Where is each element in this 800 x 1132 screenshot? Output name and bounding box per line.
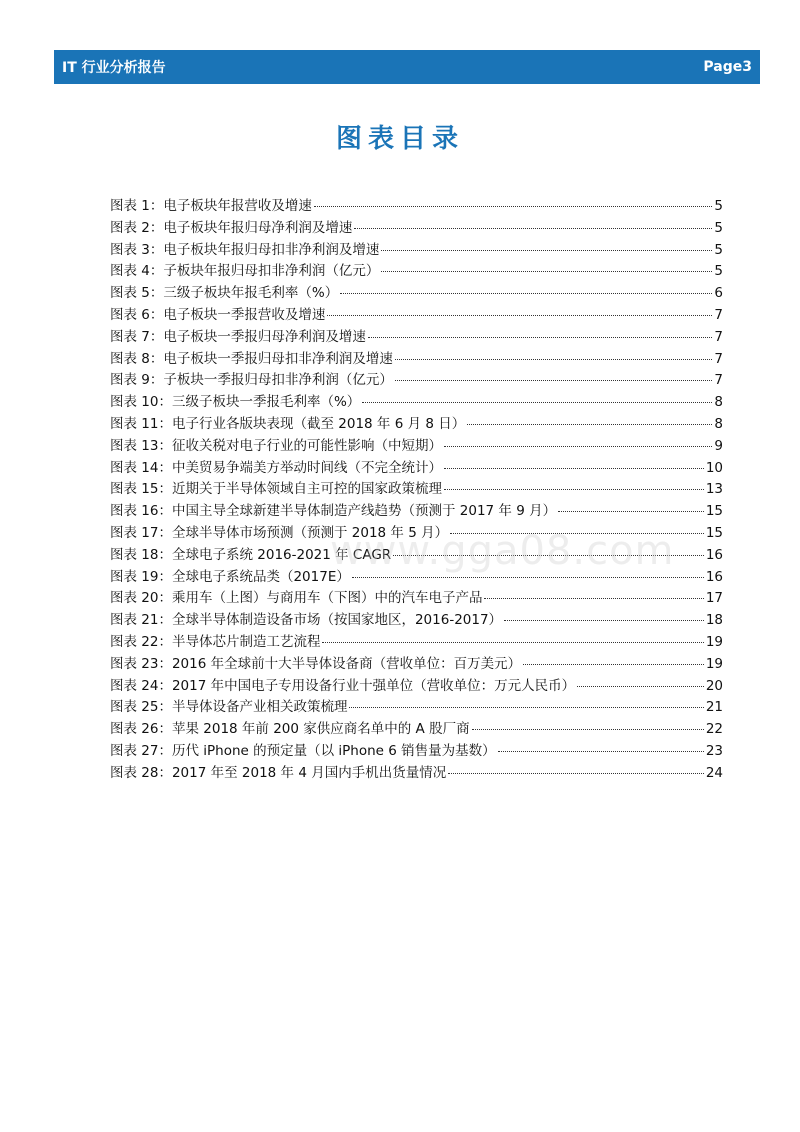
toc-entry-label: 图表 16：中国主导全球新建半导体制造产线趋势（预测于 2017 年 9 月） (110, 503, 557, 520)
toc-entry-page: 13 (705, 481, 723, 498)
toc-entry[interactable] (110, 523, 723, 545)
toc-entry-label: 图表 17：全球半导体市场预测（预测于 2018 年 5 月） (110, 524, 449, 541)
toc-entry-label: 图表 15：近期关于半导体领域自主可控的国家政策梳理 (110, 481, 442, 498)
toc-entry-page: 7 (714, 328, 723, 345)
toc-entry-label: 图表 21：全球半导体制造设备市场（按国家地区，2016-2017） (110, 612, 503, 629)
toc-entry-label: 图表 22：半导体芯片制造工艺流程 (110, 633, 321, 650)
toc-entry-page: 9 (714, 437, 723, 454)
toc-entry[interactable] (110, 305, 723, 327)
toc-entry[interactable] (110, 261, 723, 283)
toc-dot-leader (444, 446, 712, 447)
toc-entry[interactable] (110, 610, 723, 632)
toc-entry-page: 19 (705, 633, 723, 650)
toc-entry-page: 7 (714, 306, 723, 323)
toc-dot-leader (444, 468, 704, 469)
toc-dot-leader (472, 729, 704, 730)
toc-entry-label: 图表 14：中美贸易争端美方举动时间线（不完全统计） (110, 459, 442, 476)
toc-dot-leader (349, 707, 703, 708)
toc-entry-page: 24 (705, 764, 723, 781)
toc-entry-page: 8 (714, 394, 723, 411)
toc-entry[interactable] (110, 676, 723, 698)
toc-dot-leader (352, 577, 704, 578)
toc-dot-leader (327, 315, 712, 316)
toc-entry-page: 5 (714, 241, 723, 258)
toc-entry[interactable] (110, 588, 723, 610)
toc-entry-page: 20 (705, 677, 723, 694)
toc-dot-leader (381, 271, 712, 272)
toc-entry[interactable] (110, 567, 723, 589)
toc-entry-page: 5 (714, 219, 723, 236)
toc-entry[interactable] (110, 283, 723, 305)
toc-dot-leader (314, 206, 713, 207)
watermark: www.gga08.com (330, 528, 675, 574)
toc-entry-label: 图表 10：三级子板块一季报毛利率（%） (110, 394, 361, 411)
toc-entry[interactable] (110, 436, 723, 458)
toc-entry-label: 图表 2：电子板块年报归母净利润及增速 (110, 219, 353, 236)
toc-entry-page: 6 (714, 285, 723, 302)
toc-entry-page: 15 (705, 503, 723, 520)
toc-entry-page: 5 (714, 263, 723, 280)
table-of-figures (110, 196, 723, 785)
toc-entry[interactable] (110, 458, 723, 480)
toc-entry[interactable] (110, 392, 723, 414)
toc-entry[interactable] (110, 741, 723, 763)
toc-entry-page: 23 (705, 742, 723, 759)
toc-entry[interactable] (110, 501, 723, 523)
toc-entry-label: 图表 6：电子板块一季报营收及增速 (110, 306, 326, 323)
toc-entry-page: 21 (705, 699, 723, 716)
toc-entry-page: 7 (714, 372, 723, 389)
toc-entry-label: 图表 5：三级子板块年报毛利率（%） (110, 285, 339, 302)
toc-entry[interactable] (110, 349, 723, 371)
toc-entry[interactable] (110, 240, 723, 262)
toc-entry-label: 图表 3：电子板块年报归母扣非净利润及增速 (110, 241, 380, 258)
toc-entry-page: 7 (714, 350, 723, 367)
toc-entry[interactable] (110, 196, 723, 218)
toc-entry[interactable] (110, 414, 723, 436)
toc-dot-leader (444, 489, 704, 490)
toc-entry[interactable] (110, 632, 723, 654)
toc-entry-label: 图表 13：征收关税对电子行业的可能性影响（中短期） (110, 437, 442, 454)
toc-entry-label: 图表 18：全球电子系统 2016-2021 年 CAGR (110, 546, 392, 563)
toc-dot-leader (558, 511, 704, 512)
toc-entry[interactable] (110, 327, 723, 349)
toc-entry-label: 图表 11：电子行业各版块表现（截至 2018 年 6 月 8 日） (110, 415, 466, 432)
toc-dot-leader (395, 359, 713, 360)
toc-dot-leader (577, 686, 704, 687)
toc-dot-leader (322, 642, 703, 643)
toc-entry-page: 22 (705, 721, 723, 738)
toc-entry[interactable] (110, 218, 723, 240)
toc-dot-leader (498, 751, 704, 752)
header-page-number: Page3 (703, 59, 752, 75)
toc-dot-leader (448, 773, 704, 774)
toc-entry-page: 16 (705, 546, 723, 563)
toc-entry[interactable] (110, 479, 723, 501)
toc-entry-page: 17 (705, 590, 723, 607)
toc-dot-leader (354, 228, 712, 229)
toc-entry[interactable] (110, 763, 723, 785)
toc-entry[interactable] (110, 370, 723, 392)
toc-entry[interactable] (110, 545, 723, 567)
toc-entry-page: 5 (714, 198, 723, 214)
toc-entry-label: 图表 24：2017 年中国电子专用设备行业十强单位（营收单位：万元人民币） (110, 677, 576, 694)
toc-entry-label: 图表 1：电子板块年报营收及增速 (110, 198, 312, 214)
toc-dot-leader (381, 250, 712, 251)
toc-entry-label: 图表 7：电子板块一季报归母净利润及增速 (110, 328, 366, 345)
toc-dot-leader (393, 555, 704, 556)
toc-entry-label: 图表 28：2017 年至 2018 年 4 月国内手机出货量情况 (110, 764, 447, 781)
toc-dot-leader (523, 664, 704, 665)
toc-entry-label: 图表 23：2016 年全球前十大半导体设备商（营收单位：百万美元） (110, 655, 522, 672)
toc-entry-label: 图表 4：子板块年报归母扣非净利润（亿元） (110, 263, 380, 280)
toc-entry-label: 图表 19：全球电子系统品类（2017E） (110, 568, 350, 585)
toc-entry-label: 图表 26：苹果 2018 年前 200 家供应商名单中的 A 股厂商 (110, 721, 470, 738)
toc-dot-leader (450, 533, 704, 534)
toc-entry-page: 15 (705, 524, 723, 541)
toc-entry-page: 8 (714, 415, 723, 432)
toc-dot-leader (362, 402, 712, 403)
toc-entry-label: 图表 27：历代 iPhone 的预定量（以 iPhone 6 销售量为基数） (110, 742, 496, 759)
toc-entry-label: 图表 20：乘用车（上图）与商用车（下图）中的汽车电子产品 (110, 590, 483, 607)
toc-dot-leader (340, 293, 712, 294)
toc-dot-leader (504, 620, 704, 621)
page-title: 图表目录 (335, 124, 464, 154)
toc-entry-label: 图表 25：半导体设备产业相关政策梳理 (110, 699, 348, 716)
toc-entry[interactable] (110, 697, 723, 719)
toc-entry-page: 19 (705, 655, 723, 672)
toc-entry-label: 图表 8：电子板块一季报归母扣非净利润及增速 (110, 350, 393, 367)
header-title: IT 行业分析报告 (62, 60, 166, 76)
toc-dot-leader (467, 424, 712, 425)
toc-entry-page: 16 (705, 568, 723, 585)
toc-entry[interactable] (110, 654, 723, 676)
toc-dot-leader (484, 598, 703, 599)
toc-dot-leader (368, 337, 713, 338)
page-header (54, 50, 760, 84)
toc-entry[interactable] (110, 719, 723, 741)
toc-entry-page: 10 (705, 459, 723, 476)
toc-entry-label: 图表 9：子板块一季报归母扣非净利润（亿元） (110, 372, 393, 389)
toc-dot-leader (395, 380, 713, 381)
toc-entry-page: 18 (705, 612, 723, 629)
